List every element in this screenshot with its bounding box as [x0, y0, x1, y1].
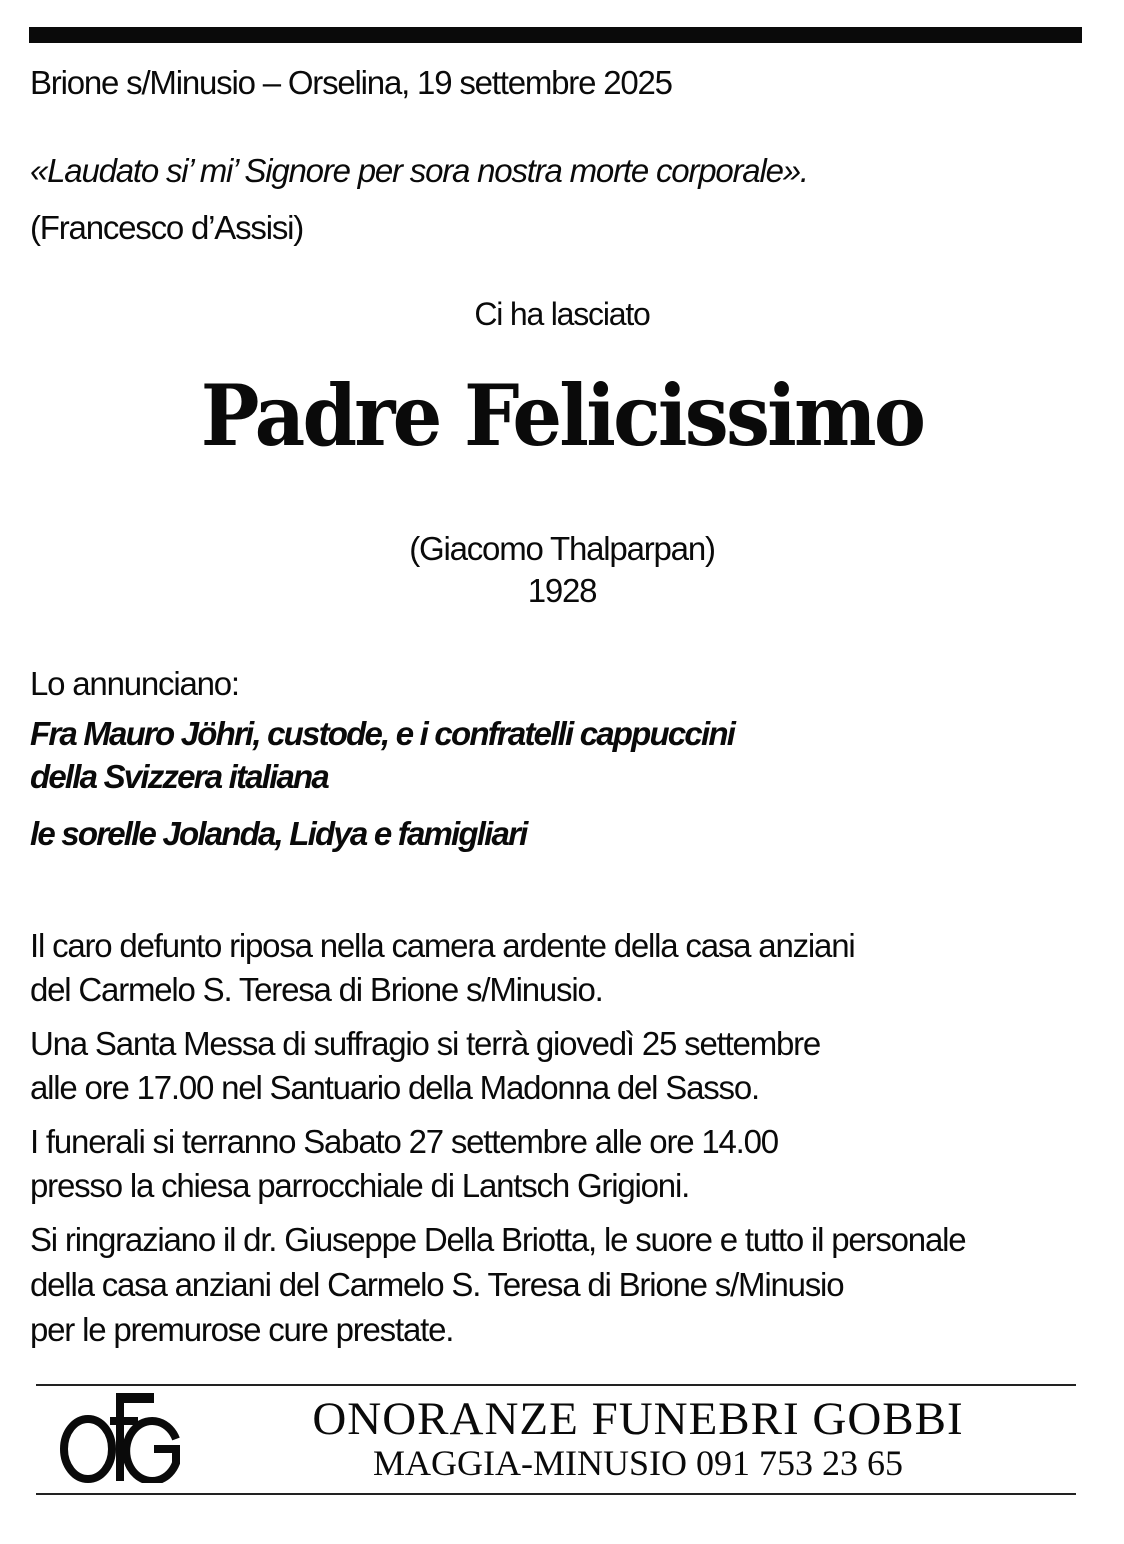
- detail-line: per le premurose cure prestate.: [30, 1311, 454, 1348]
- intro-text: Ci ha lasciato: [474, 296, 650, 332]
- announcer-line: Fra Mauro Jöhri, custode, e i confratelli cappuccini: [30, 715, 735, 752]
- ofg-monogram-logo-icon: [58, 1391, 184, 1483]
- funeral-home-contact: MAGGIA-MINUSIO 091 753 23 65: [373, 1443, 903, 1483]
- funeral-home-name: ONORANZE FUNEBRI GOBBI: [312, 1393, 964, 1445]
- detail-line: Una Santa Messa di suffragio si terrà giovedì 25 settembre: [30, 1025, 821, 1062]
- footer-bottom-rule: [36, 1493, 1076, 1495]
- detail-line: presso la chiesa parrocchiale di Lantsch Grigioni.: [30, 1167, 690, 1204]
- detail-line: della casa anziani del Carmelo S. Teresa di Brione s/Minusio: [30, 1266, 844, 1303]
- detail-line: del Carmelo S. Teresa di Brione s/Minusio.: [30, 971, 603, 1008]
- top-rule: [29, 27, 1082, 43]
- dateline: Brione s/Minusio – Orselina, 19 settembre 2025: [30, 64, 672, 101]
- deceased-name: Padre Felicissimo: [200, 366, 924, 465]
- birth-name: (Giacomo Thalparpan): [409, 530, 715, 567]
- detail-line: I funerali si terranno Sabato 27 settembre alle ore 14.00: [30, 1123, 778, 1160]
- detail-line: Si ringraziano il dr. Giuseppe Della Briotta, le suore e tutto il personale: [30, 1221, 966, 1258]
- announcer-line: della Svizzera italiana: [30, 758, 328, 795]
- detail-line: alle ore 17.00 nel Santuario della Madonna del Sasso.: [30, 1069, 759, 1106]
- epigraph-author: (Francesco d’Assisi): [30, 209, 304, 246]
- footer-top-rule: [36, 1384, 1076, 1386]
- epigraph-quote: «Laudato si’ mi’ Signore per sora nostra morte corporale».: [30, 152, 808, 189]
- announcers-label: Lo annunciano:: [30, 665, 239, 702]
- announcer-line: le sorelle Jolanda, Lidya e famigliari: [30, 815, 527, 852]
- detail-line: Il caro defunto riposa nella camera ardente della casa anziani: [30, 927, 855, 964]
- birth-year: 1928: [527, 572, 597, 609]
